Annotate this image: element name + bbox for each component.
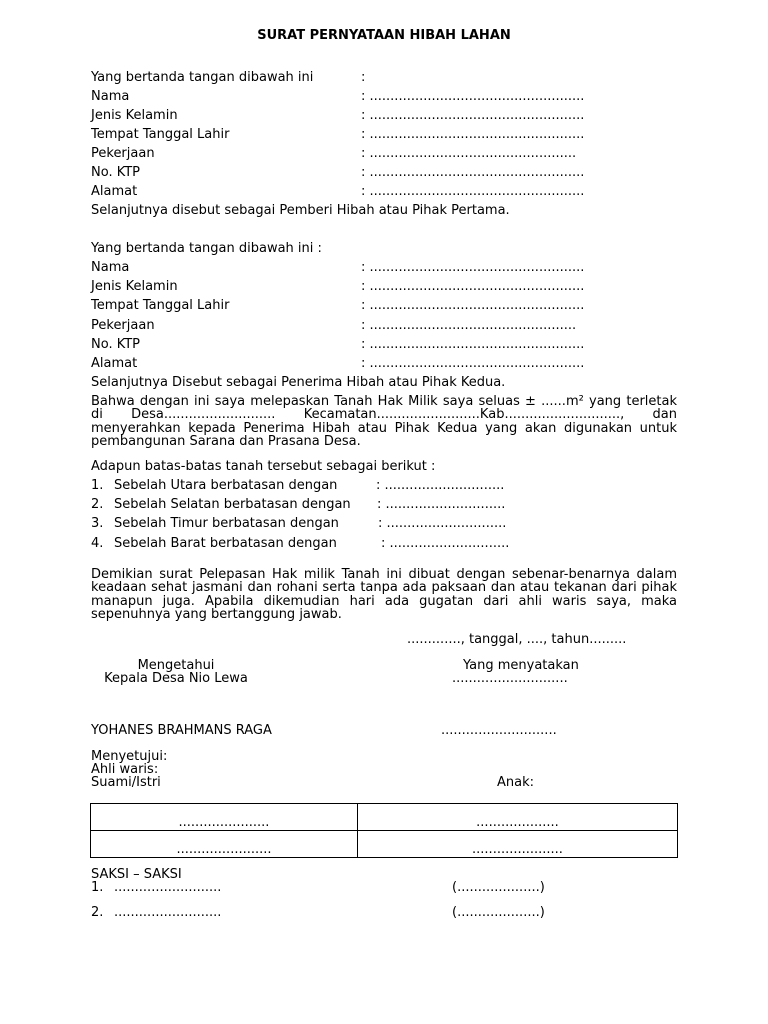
closing-paragraph: Demikian surat Pelepasan Hak milik Tanah ini dibuat dengan sebenar-benarnya dalam keadaan sehat jasmani dan rohani serta tanpa ada paksaan dan atau tekanan dari pihak manapun juga. Apabila dikemudian hari ada gugatan dari ahli waris saya, maka sepenuhnya yang bertanggung jawab. (91, 567, 677, 623)
second-party-value-job: : .................................................. (361, 318, 577, 333)
first-party-value-nama: : .................................................... (361, 89, 585, 104)
table-row (91, 831, 678, 858)
acknowledged-label: Mengetahui (137, 658, 215, 673)
boundary-west-label: Sebelah Barat berbatasan dengan (114, 536, 337, 551)
heirs-signature-table (90, 803, 678, 858)
witness-name-blank: .......................... (114, 905, 222, 920)
second-party-label-ktp: No. KTP (91, 337, 141, 352)
second-party-value-gender: : .................................................... (361, 279, 585, 294)
boundary-number: 1. (91, 478, 104, 493)
boundary-west-value: : ............................. (381, 536, 510, 551)
child-signature-cell: .................... (358, 804, 678, 831)
declarant-name-blank: ............................ (441, 723, 557, 738)
village-head-name: YOHANES BRAHMANS RAGA (91, 723, 272, 738)
boundaries-intro: Adapun batas-batas tanah tersebut sebagai berikut : (91, 459, 436, 474)
first-party-value-gender: : .................................................... (361, 108, 585, 123)
second-party-label-birth: Tempat Tanggal Lahir (91, 298, 230, 313)
statement-paragraph: Bahwa dengan ini saya melepaskan Tanah Hak Milik saya seluas ± ......m² yang terletak di Desa........................... Kecamatan.........................Kab............................, dan menyerahkan kepada Penerima Hibah atau Pihak Kedua yang akan digunakan untuk pembangunan Sarana dan Prasana Desa. (91, 394, 677, 450)
first-party-value-ktp: : .................................................... (361, 165, 585, 180)
second-party-label-gender: Jenis Kelamin (91, 279, 178, 294)
place-date: ............., tanggal, ...., tahun......... (407, 632, 627, 647)
boundary-north-label: Sebelah Utara berbatasan dengan (114, 478, 338, 493)
second-party-value-address: : .................................................... (361, 356, 585, 371)
second-party-label-nama: Nama (91, 260, 130, 275)
spouse-label: Suami/Istri (91, 775, 161, 790)
witness-number: 1. (91, 880, 104, 895)
first-party-value-job: : .................................................. (361, 146, 577, 161)
heirs-label: Ahli waris: (91, 762, 159, 777)
boundary-south-label: Sebelah Selatan berbatasan dengan (114, 497, 351, 512)
first-party-label-address: Alamat (91, 184, 138, 199)
second-party-value-birth: : .................................................... (361, 298, 585, 313)
document-title: SURAT PERNYATAAN HIBAH LAHAN (257, 28, 511, 43)
declarant-label: Yang menyatakan (463, 658, 579, 673)
second-party-label-job: Pekerjaan (91, 318, 155, 333)
boundary-south-value: : ............................. (377, 497, 506, 512)
table-row (91, 804, 678, 831)
second-party-value-ktp: : .................................................... (361, 337, 585, 352)
first-party-label-job: Pekerjaan (91, 146, 155, 161)
child-label: Anak: (497, 775, 535, 790)
first-party-value-birth: : .................................................... (361, 127, 585, 142)
witness-number: 2. (91, 905, 104, 920)
witness-name-blank: .......................... (114, 880, 222, 895)
spouse-signature-cell: ....................... (91, 831, 358, 858)
spouse-signature-cell: ...................... (91, 804, 358, 831)
second-party-label-address: Alamat (91, 356, 138, 371)
second-party-intro: Yang bertanda tangan dibawah ini : (91, 241, 322, 256)
second-party-value-nama: : .................................................... (361, 260, 585, 275)
boundary-east-label: Sebelah Timur berbatasan dengan (114, 516, 339, 531)
first-party-intro: Yang bertanda tangan dibawah ini (91, 70, 314, 85)
first-party-label-birth: Tempat Tanggal Lahir (91, 127, 230, 142)
first-party-value-address: : .................................................... (361, 184, 585, 199)
first-party-label-ktp: No. KTP (91, 165, 141, 180)
boundary-east-value: : ............................. (378, 516, 507, 531)
witness-signature-blank: (....................) (452, 880, 545, 895)
child-signature-cell: ...................... (358, 831, 678, 858)
boundary-number: 2. (91, 497, 104, 512)
approval-label: Menyetujui: (91, 749, 168, 764)
witnesses-label: SAKSI – SAKSI (91, 867, 182, 882)
second-party-closing: Selanjutnya Disebut sebagai Penerima Hibah atau Pihak Kedua. (91, 375, 506, 390)
first-party-closing: Selanjutnya disebut sebagai Pemberi Hibah atau Pihak Pertama. (91, 203, 510, 218)
first-party-label-nama: Nama (91, 89, 130, 104)
witness-signature-blank: (....................) (452, 905, 545, 920)
first-party-intro-colon: : (361, 70, 366, 85)
first-party-label-gender: Jenis Kelamin (91, 108, 178, 123)
boundary-number: 4. (91, 536, 104, 551)
boundary-number: 3. (91, 516, 104, 531)
boundary-north-value: : ............................. (376, 478, 505, 493)
village-head-title: Kepala Desa Nio Lewa (104, 671, 248, 686)
declarant-signature-blank: ............................ (452, 671, 568, 686)
